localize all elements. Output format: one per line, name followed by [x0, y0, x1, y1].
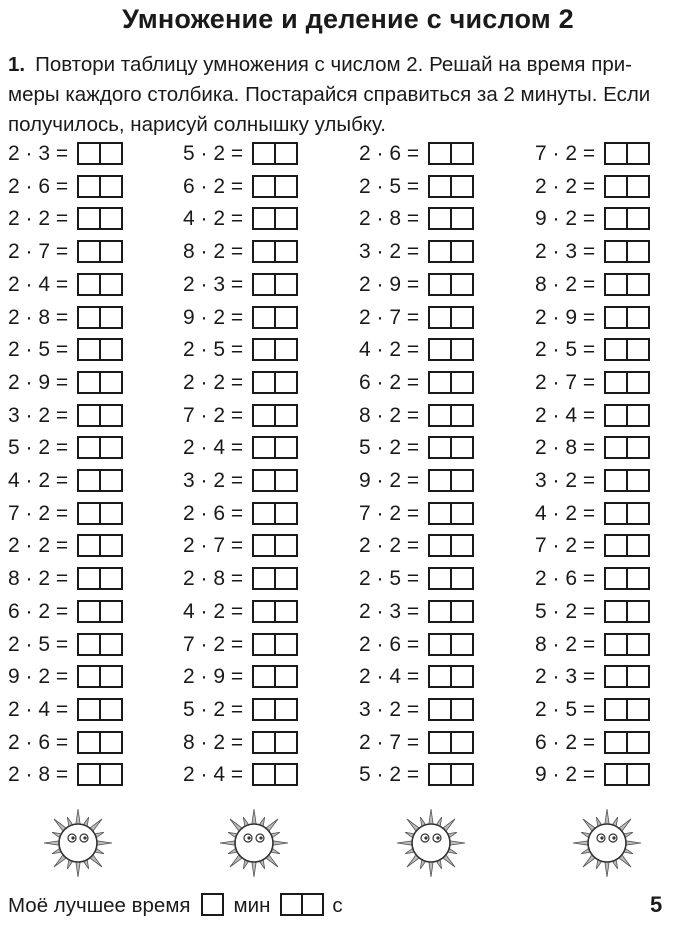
exercise-expression: 2 · 6 = — [359, 632, 420, 656]
exercise-expression: 4 · 2 = — [359, 338, 420, 362]
exercise-expression: 2 · 7 = — [359, 305, 420, 329]
exercise-expression: 5 · 2 = — [535, 599, 596, 623]
answer-boxes[interactable] — [77, 306, 123, 327]
exercise-row — [535, 728, 695, 756]
exercise-row — [535, 695, 695, 723]
exercise-row — [183, 466, 343, 494]
exercise-row — [183, 630, 343, 658]
minutes-box[interactable] — [201, 893, 224, 916]
exercise-row — [359, 433, 519, 461]
exercise-row — [183, 204, 343, 232]
exercise-row — [359, 499, 519, 527]
sun-face-icon[interactable] — [218, 805, 290, 877]
exercise-expression: 3 · 2 = — [8, 403, 69, 427]
exercise-expression: 3 · 2 = — [183, 469, 244, 492]
answer-boxes[interactable] — [604, 240, 650, 261]
exercise-row — [359, 597, 519, 625]
exercise-row — [8, 760, 168, 788]
exercise-expression: 2 · 9 = — [535, 305, 596, 329]
exercise-row — [183, 303, 343, 331]
exercise-row — [359, 139, 519, 167]
answer-boxes[interactable] — [428, 633, 474, 654]
exercise-expression: 8 · 2 = — [535, 632, 596, 656]
exercise-row — [359, 662, 519, 690]
answer-boxes[interactable] — [252, 600, 298, 621]
exercise-row — [535, 237, 695, 265]
answer-boxes[interactable] — [604, 698, 650, 719]
seconds-label: с — [332, 894, 343, 917]
exercise-row — [183, 695, 343, 723]
exercise-expression: 8 · 2 = — [535, 272, 596, 296]
answer-boxes[interactable] — [77, 207, 123, 228]
exercise-row — [183, 270, 343, 298]
exercise-row — [8, 662, 168, 690]
exercise-row — [359, 237, 519, 265]
answer-boxes[interactable] — [77, 436, 123, 457]
exercise-expression: 2 · 8 = — [359, 207, 420, 231]
answer-boxes[interactable] — [77, 469, 123, 490]
answer-boxes[interactable] — [604, 469, 650, 490]
exercise-row — [8, 466, 168, 494]
exercise-row — [183, 335, 343, 363]
exercise-expression: 7 · 2 = — [359, 501, 420, 525]
answer-boxes[interactable] — [77, 731, 123, 752]
answer-boxes[interactable] — [428, 306, 474, 327]
exercise-expression: 2 · 2 = — [183, 370, 244, 394]
exercise-row — [535, 303, 695, 331]
page-number: 5 — [650, 892, 663, 917]
exercise-row — [183, 172, 343, 200]
answer-boxes[interactable] — [428, 207, 474, 228]
exercise-row — [535, 204, 695, 232]
exercise-expression: 2 · 4 = — [8, 697, 69, 721]
exercise-expression: 5 · 2 = — [183, 142, 244, 165]
exercise-row — [183, 728, 343, 756]
exercise-expression: 9 · 2 = — [183, 305, 244, 329]
answer-boxes[interactable] — [604, 142, 650, 163]
exercise-row — [535, 499, 695, 527]
exercise-expression: 2 · 3 = — [535, 240, 596, 264]
exercise-expression: 7 · 2 = — [8, 501, 69, 525]
answer-boxes[interactable] — [604, 175, 650, 196]
exercise-row — [359, 335, 519, 363]
answer-boxes[interactable] — [428, 142, 474, 163]
exercise-row — [535, 433, 695, 461]
exercise-row — [8, 630, 168, 658]
exercise-row — [359, 531, 519, 559]
page-title: Умножение и деление с числом 2 — [122, 4, 574, 34]
answer-boxes[interactable] — [77, 240, 123, 261]
exercise-expression: 2 · 7 = — [8, 240, 69, 264]
answer-boxes[interactable] — [77, 665, 123, 686]
exercise-expression: 2 · 6 = — [183, 501, 244, 525]
exercise-row — [8, 597, 168, 625]
exercise-expression: 2 · 4 = — [359, 665, 420, 689]
answer-boxes[interactable] — [604, 502, 650, 523]
answer-boxes[interactable] — [604, 633, 650, 654]
exercise-expression: 5 · 2 = — [359, 436, 420, 460]
answer-boxes[interactable] — [604, 273, 650, 294]
exercise-row — [359, 303, 519, 331]
exercise-row — [535, 270, 695, 298]
exercise-expression: 2 · 2 = — [535, 174, 596, 198]
answer-boxes[interactable] — [604, 306, 650, 327]
sun-face-icon[interactable] — [42, 805, 114, 877]
answer-boxes[interactable] — [77, 404, 123, 425]
exercise-expression: 2 · 4 = — [183, 763, 244, 787]
exercise-row — [359, 695, 519, 723]
answer-boxes[interactable] — [77, 763, 123, 784]
exercise-expression: 2 · 8 = — [8, 763, 69, 787]
exercise-expression: 2 · 5 = — [535, 697, 596, 721]
exercise-expression: 2 · 5 = — [535, 338, 596, 362]
answer-boxes[interactable] — [77, 633, 123, 654]
exercise-row — [183, 139, 343, 167]
exercise-row — [359, 760, 519, 788]
exercise-row — [359, 401, 519, 429]
exercise-row — [535, 597, 695, 625]
exercise-row — [359, 172, 519, 200]
exercise-row — [359, 728, 519, 756]
answer-boxes[interactable] — [428, 469, 474, 490]
answer-boxes[interactable] — [604, 436, 650, 457]
exercise-expression: 2 · 8 = — [535, 436, 596, 460]
task-line-1: Повтори таблицу умножения с числом 2. Решай на время при- — [35, 53, 633, 76]
exercise-row — [359, 270, 519, 298]
exercise-row — [535, 630, 695, 658]
exercise-row — [183, 564, 343, 592]
answer-boxes[interactable] — [252, 273, 298, 294]
answer-boxes[interactable] — [428, 175, 474, 196]
exercise-expression: 3 · 2 = — [359, 697, 420, 721]
exercise-row — [8, 401, 168, 429]
exercise-expression: 7 · 2 = — [183, 403, 244, 427]
answer-boxes[interactable] — [77, 534, 123, 555]
answer-boxes[interactable] — [604, 567, 650, 588]
exercise-expression: 2 · 4 = — [8, 272, 69, 296]
exercise-expression: 6 · 2 = — [359, 370, 420, 394]
exercise-row — [8, 728, 168, 756]
exercise-expression: 8 · 2 = — [183, 240, 244, 264]
exercise-row — [535, 662, 695, 690]
exercise-row — [535, 531, 695, 559]
exercise-expression: 4 · 2 = — [8, 469, 69, 492]
answer-boxes[interactable] — [428, 567, 474, 588]
exercise-row — [359, 204, 519, 232]
answer-boxes[interactable] — [77, 142, 123, 163]
best-time-label: Моё лучшее время — [8, 894, 191, 917]
exercise-expression: 2 · 6 = — [8, 174, 69, 198]
answer-boxes[interactable] — [252, 207, 298, 228]
exercise-expression: 2 · 3 = — [535, 665, 596, 689]
answer-boxes[interactable] — [252, 306, 298, 327]
answer-boxes[interactable] — [252, 502, 298, 523]
answer-boxes[interactable] — [428, 600, 474, 621]
exercise-row — [359, 564, 519, 592]
exercise-row — [183, 237, 343, 265]
exercise-expression: 8 · 2 = — [183, 730, 244, 754]
answer-boxes[interactable] — [252, 534, 298, 555]
exercise-row — [183, 662, 343, 690]
exercise-expression: 2 · 2 = — [359, 534, 420, 558]
exercise-expression: 2 · 3 = — [8, 142, 69, 165]
answer-boxes[interactable] — [252, 371, 298, 392]
minutes-label: мин — [233, 894, 271, 917]
exercise-row — [183, 531, 343, 559]
answer-boxes[interactable] — [428, 240, 474, 261]
exercise-expression: 2 · 7 = — [183, 534, 244, 558]
exercise-expression: 8 · 2 = — [359, 403, 420, 427]
exercise-row — [535, 368, 695, 396]
exercise-expression: 2 · 3 = — [359, 599, 420, 623]
exercise-row — [8, 270, 168, 298]
answer-boxes[interactable] — [428, 731, 474, 752]
exercise-row — [8, 172, 168, 200]
exercise-expression: 2 · 2 = — [8, 207, 69, 231]
exercise-row — [183, 368, 343, 396]
exercise-row — [8, 695, 168, 723]
task-number: 1. — [8, 53, 26, 76]
exercise-expression: 9 · 2 = — [8, 665, 69, 689]
task-text — [8, 50, 684, 140]
exercise-row — [8, 433, 168, 461]
answer-boxes[interactable] — [604, 665, 650, 686]
exercise-expression: 7 · 2 = — [535, 142, 596, 165]
exercise-row — [183, 597, 343, 625]
answer-boxes[interactable] — [252, 731, 298, 752]
answer-boxes[interactable] — [604, 534, 650, 555]
exercise-row — [8, 303, 168, 331]
answer-boxes[interactable] — [252, 436, 298, 457]
exercise-expression: 5 · 2 = — [359, 763, 420, 787]
exercise-row — [535, 401, 695, 429]
exercise-expression: 5 · 2 = — [183, 697, 244, 721]
exercise-expression: 9 · 2 = — [535, 207, 596, 231]
exercise-expression: 6 · 2 = — [8, 599, 69, 623]
exercise-expression: 9 · 2 = — [535, 763, 596, 787]
answer-boxes[interactable] — [252, 763, 298, 784]
task-line-2: меры каждого столбика. Постарайся справиться за 2 минуты. Если — [8, 83, 651, 106]
exercise-expression: 5 · 2 = — [8, 436, 69, 460]
exercise-row — [359, 630, 519, 658]
answer-boxes[interactable] — [604, 207, 650, 228]
exercise-row — [8, 368, 168, 396]
exercise-expression: 9 · 2 = — [359, 469, 420, 492]
answer-boxes[interactable] — [252, 665, 298, 686]
exercise-row — [535, 760, 695, 788]
answer-boxes[interactable] — [428, 273, 474, 294]
exercise-expression: 4 · 2 = — [183, 599, 244, 623]
exercise-expression: 2 · 6 = — [359, 142, 420, 165]
exercise-expression: 2 · 4 = — [535, 403, 596, 427]
answer-boxes[interactable] — [252, 404, 298, 425]
exercise-expression: 2 · 9 = — [183, 665, 244, 689]
exercise-expression: 6 · 2 = — [183, 174, 244, 198]
answer-boxes[interactable] — [604, 338, 650, 359]
answer-boxes[interactable] — [428, 436, 474, 457]
exercise-row — [535, 564, 695, 592]
answer-boxes[interactable] — [252, 240, 298, 261]
exercise-row — [535, 466, 695, 494]
exercise-expression: 2 · 3 = — [183, 272, 244, 296]
exercise-row — [8, 531, 168, 559]
exercise-row — [8, 335, 168, 363]
answer-boxes[interactable] — [252, 469, 298, 490]
answer-boxes[interactable] — [428, 371, 474, 392]
answer-boxes[interactable] — [252, 698, 298, 719]
best-time-row — [8, 892, 343, 920]
exercise-expression: 7 · 2 = — [535, 534, 596, 558]
answer-boxes[interactable] — [252, 142, 298, 163]
sun-face-icon[interactable] — [571, 805, 643, 877]
exercise-expression: 2 · 8 = — [183, 567, 244, 591]
answer-boxes[interactable] — [428, 338, 474, 359]
exercise-expression: 4 · 2 = — [183, 207, 244, 231]
exercise-expression: 2 · 5 = — [8, 338, 69, 362]
exercise-expression: 6 · 2 = — [535, 730, 596, 754]
exercise-row — [8, 564, 168, 592]
exercise-row — [359, 368, 519, 396]
answer-boxes[interactable] — [77, 175, 123, 196]
exercise-expression: 2 · 4 = — [183, 436, 244, 460]
exercise-row — [535, 335, 695, 363]
answer-boxes[interactable] — [77, 371, 123, 392]
answer-boxes[interactable] — [604, 404, 650, 425]
answer-boxes[interactable] — [604, 600, 650, 621]
exercise-expression: 2 · 5 = — [359, 174, 420, 198]
exercise-expression: 2 · 5 = — [183, 338, 244, 362]
exercise-row — [535, 139, 695, 167]
exercise-expression: 8 · 2 = — [8, 567, 69, 591]
exercise-row — [359, 466, 519, 494]
answer-boxes[interactable] — [252, 175, 298, 196]
exercise-row — [183, 401, 343, 429]
answer-boxes[interactable] — [604, 731, 650, 752]
exercise-row — [8, 237, 168, 265]
exercise-expression: 3 · 2 = — [535, 469, 596, 492]
answer-boxes[interactable] — [77, 567, 123, 588]
answer-boxes[interactable] — [252, 338, 298, 359]
exercise-expression: 2 · 9 = — [359, 272, 420, 296]
answer-boxes[interactable] — [77, 502, 123, 523]
exercise-row — [183, 760, 343, 788]
answer-boxes[interactable] — [77, 273, 123, 294]
answer-boxes[interactable] — [428, 665, 474, 686]
answer-boxes[interactable] — [77, 600, 123, 621]
exercise-expression: 2 · 6 = — [535, 567, 596, 591]
exercise-expression: 2 · 9 = — [8, 370, 69, 394]
exercise-row — [8, 499, 168, 527]
exercise-expression: 2 · 8 = — [8, 305, 69, 329]
exercise-expression: 2 · 7 = — [359, 730, 420, 754]
exercise-expression: 2 · 5 = — [359, 567, 420, 591]
exercise-expression: 2 · 6 = — [8, 730, 69, 754]
answer-boxes[interactable] — [428, 698, 474, 719]
seconds-box[interactable] — [280, 893, 324, 916]
answer-boxes[interactable] — [428, 404, 474, 425]
sun-face-icon[interactable] — [395, 805, 467, 877]
answer-boxes[interactable] — [428, 534, 474, 555]
exercise-expression: 7 · 2 = — [183, 632, 244, 656]
exercise-expression: 2 · 5 = — [8, 632, 69, 656]
answer-boxes[interactable] — [604, 763, 650, 784]
exercise-row — [8, 139, 168, 167]
exercise-row — [535, 172, 695, 200]
exercise-row — [183, 499, 343, 527]
exercise-row — [8, 204, 168, 232]
answer-boxes[interactable] — [77, 698, 123, 719]
exercise-expression: 3 · 2 = — [359, 240, 420, 264]
answer-boxes[interactable] — [252, 567, 298, 588]
exercise-expression: 2 · 7 = — [535, 370, 596, 394]
answer-boxes[interactable] — [428, 502, 474, 523]
answer-boxes[interactable] — [428, 763, 474, 784]
exercise-row — [183, 433, 343, 461]
task-line-3: получилось, нарисуй солнышку улыбку. — [8, 113, 386, 136]
exercise-expression: 4 · 2 = — [535, 501, 596, 525]
exercise-expression: 2 · 2 = — [8, 534, 69, 558]
answer-boxes[interactable] — [77, 338, 123, 359]
answer-boxes[interactable] — [604, 371, 650, 392]
answer-boxes[interactable] — [252, 633, 298, 654]
